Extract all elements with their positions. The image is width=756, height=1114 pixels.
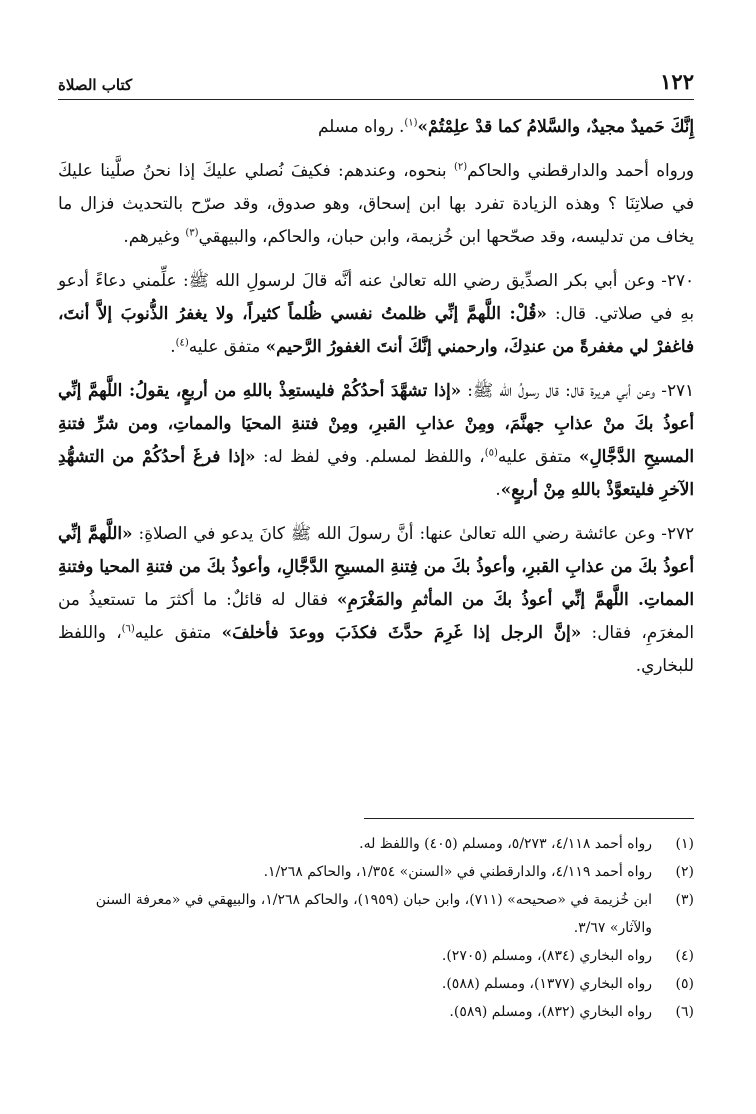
text: متفق عليه	[134, 622, 222, 642]
text: متفق عليه	[188, 336, 266, 356]
footnote	[58, 830, 694, 858]
footnote	[58, 970, 694, 998]
text: ورواه أحمد والدارقطني والحاكم	[467, 160, 694, 180]
footnote-text: ابن خُزيمة في «صحيحه» (٧١١)، وابن حبان (١٩٥٩)، والحاكم ١/٢٦٨، والبيهقي في «معرفة السنن والآثار» ٣/٦٧.	[95, 892, 652, 936]
hadith-quote: «إنَّ الرجل إذا غَرِمَ حدَّثَ فكذَبَ ووعدَ فأخلفَ»	[221, 622, 582, 642]
footnote-number: (٣)	[675, 892, 694, 908]
footnote	[58, 942, 694, 970]
footnote-number: (٥)	[675, 976, 694, 992]
text: ، واللفظ للبخاري.	[58, 622, 694, 675]
hadith-quote: «قُلْ: اللَّهمَّ إنِّي ظلمتُ نفسي ظُلماً كثيراً، ولا يغفرُ الذُّنوبَ إلاَّ أنتَ، فاغفرْ لي مغفرةً من عندِكَ، وارحمني إنَّكَ أنتَ الغفورُ الرَّحيم»	[58, 303, 694, 356]
book-title: كتاب الصلاة	[58, 76, 133, 94]
text: ٢٧٠- وعن أبي بكر الصدِّيق رضي الله تعالىٰ عنه أنَّه قالَ لرسولِ الله ﷺ: علِّمني دعاءً أدعو بهِ في صلاتي. قال:	[58, 270, 695, 323]
footnote-ref[interactable]: (٦)	[121, 623, 135, 635]
footnote-divider	[364, 818, 694, 819]
text: .	[170, 336, 176, 356]
footnote-number: (٦)	[675, 1004, 694, 1020]
footnote-ref[interactable]: (٣)	[185, 227, 199, 239]
hadith-quote: «إذا فرغَ أحدُكُمْ من التشهُّدِ الآخرِ فليتعوَّذْ باللهِ مِنْ أربعٍ»	[58, 446, 694, 499]
footnote-text: رواه البخاري (٨٣٤)، ومسلم (٢٧٠٥).	[441, 948, 652, 964]
footnote-ref[interactable]: (٥)	[484, 447, 498, 459]
text: . رواه مسلم	[317, 116, 405, 136]
footnote	[58, 998, 694, 1026]
hadith-270	[58, 264, 694, 363]
footnote-text: رواه أحمد ٤/١١٩، والدارقطني في «السنن» ١/٣٥٤، والحاكم ١/٢٦٨.	[263, 864, 652, 880]
footnote-text: رواه أحمد ٤/١١٨، ٥/٢٧٣، ومسلم (٤٠٥) واللفظ له.	[359, 836, 652, 852]
paragraph-2	[58, 154, 694, 253]
text: .	[495, 479, 501, 499]
text: متفق عليه	[497, 446, 579, 466]
hadith-quote: إِنَّكَ حَميدٌ مجيدٌ، والسَّلامُ كما قدْ علِمْتُمْ»	[417, 116, 694, 136]
text: ٢٧١- وعن أبي هريرة قال: قال رسولُ الله ﷺ:	[461, 380, 694, 400]
footnote-ref[interactable]: (٤)	[175, 337, 189, 349]
text: ، واللفظ لمسلم. وفي لفظ له:	[255, 446, 485, 466]
footnote-ref[interactable]: (١)	[404, 117, 418, 129]
footnote-ref[interactable]: (٢)	[453, 161, 468, 173]
footnote	[58, 886, 694, 942]
text: بنحوه، وعندهم: فكيفَ نُصلي عليكَ إذا نحنُ صلَّينا عليكَ في صلاتِنَا ؟ وهذه الزيادة تفرد بها ابن إسحاق، وهو صدوق، وقد صرّح بالتحديث فزال ما يخاف من تدليسه، وقد صحّحها ابن خُزيمة، وابن حبان، والحاكم، والبيهقي	[58, 160, 694, 246]
hadith-271	[58, 374, 694, 506]
text: فقال له قائلٌ: ما أكثرَ ما تستعيذُ من المغرَمِ، فقال:	[58, 589, 694, 642]
footnote-number: (٢)	[675, 864, 694, 880]
hadith-quote: «اللَّهمَّ إنِّي أعوذُ بكَ من عذابِ القبرِ، وأعوذُ بكَ من فِتنةِ المسيحِ الدَّجَّالِ، وأعوذُ بكَ من فتنةِ المحيا وفتنةِ المماتِ. اللَّهمَّ إنِّي أعوذُ بكَ من المأثمِ والمَغْرَمِ»	[58, 523, 694, 609]
hadith-272	[58, 517, 694, 682]
footnotes	[58, 830, 694, 1026]
page-number: ١٢٢	[660, 69, 694, 94]
text: ٢٧٢- وعن عائشة رضي الله تعالىٰ عنها: أنَّ رسولَ الله ﷺ كانَ يدعو في الصلاةِ:	[132, 523, 694, 543]
footnote	[58, 858, 694, 886]
paragraph-1	[58, 110, 694, 143]
footnote-number: (١)	[675, 836, 694, 852]
footnote-text: رواه البخاري (١٣٧٧)، ومسلم (٥٨٨).	[441, 976, 652, 992]
hadith-quote: «إذا تشهَّدَ أحدُكُمْ فليستعِذْ باللهِ من أربعٍ، يقولُ: اللَّهمَّ إنِّي أعوذُ بكَ منْ عذابِ جهنَّمَ، ومِنْ عذابِ القبرِ، ومِنْ فتنةِ المحيَا والمماتِ، ومن شرِّ فتنةِ المسيحِ الدَّجَّالِ»	[58, 380, 694, 466]
footnote-number: (٤)	[675, 948, 694, 964]
footnote-text: رواه البخاري (٨٣٢)، ومسلم (٥٨٩).	[449, 1004, 652, 1020]
text: وغيرهم.	[123, 226, 186, 246]
running-header	[58, 70, 694, 100]
main-text	[58, 110, 694, 693]
